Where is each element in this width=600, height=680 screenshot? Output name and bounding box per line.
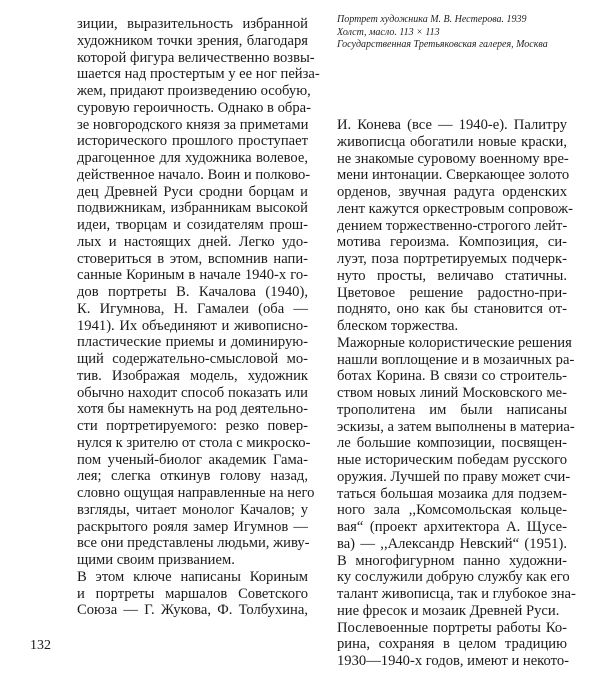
text-line: дец Древней Руси сродни борцам и — [77, 183, 308, 200]
text-line: И. Конева (все — 1940-е). Палитру — [337, 117, 567, 133]
text-line: словно ощущая направленные на него — [77, 485, 315, 501]
text-line: 1930—1940-х годов, имеют и некото- — [337, 653, 569, 669]
text-line: действенное начало. Воин и полково- — [77, 166, 311, 183]
text-line: мотива героизма. Композиция, си- — [337, 234, 567, 251]
text-line: щий содержательно-смысловой мо- — [77, 351, 308, 367]
text-line: нашли воплощение и в мозаичных ра- — [337, 351, 575, 368]
text-line: суровую героичность. Однако в обра- — [77, 99, 311, 116]
text-line: Послевоенные портреты работы Ко- — [337, 619, 567, 636]
caption-medium: Холст, масло. 113 × 113 — [337, 26, 440, 38]
text-line: ботах Корина. В связи со строитель- — [337, 368, 567, 385]
text-line: К. Игумнова, Н. Гамалеи (оба — — [77, 300, 308, 317]
text-line: щими своим призванием. — [77, 552, 235, 568]
text-line: эскизы, а затем выполнены в материа- — [337, 418, 575, 435]
text-line: хотя бы намекнуть на род деятельно- — [77, 401, 308, 418]
text-line: луэт, поза портретируемых подчерк- — [337, 251, 567, 267]
text-line: которой фигура величественно возвы- — [77, 49, 315, 66]
text-line: Цветовое решение радостно-при- — [337, 284, 567, 301]
text-line: дением торжественно-строгого лейт- — [337, 217, 568, 234]
text-line: ного зала ,,Комсомольская кольце- — [337, 502, 567, 519]
text-line: подвижникам, избранникам высокой — [77, 200, 308, 217]
text-line: ством новых линий Московского ме- — [337, 385, 567, 401]
text-line: В многофигурном панно художни- — [337, 552, 567, 569]
text-line: сти портретируемого: резко повер- — [77, 418, 308, 434]
text-line: взгляды, читает монолог Качалов; у — [77, 501, 308, 518]
text-line: пом ученый-биолог академик Гама- — [77, 451, 308, 468]
text-line: зиции, выразительность избранной — [77, 16, 308, 32]
left-text-column — [77, 16, 320, 619]
text-line: художником точки зрения, благодаря — [77, 32, 308, 49]
caption-title: Портрет художника М. В. Нестерова. 1939 — [337, 14, 527, 25]
text-line: блеском торжества. — [337, 318, 459, 334]
text-line: трополитена им были написаны — [337, 401, 567, 418]
text-line: В этом ключе написаны Кориным — [77, 568, 308, 585]
text-line: нулся к зрителю от стола с микроско- — [77, 434, 311, 451]
text-line: вая“ (проект архитектора А. Щусе- — [337, 519, 567, 535]
text-line: не знакомые суровому военному вре- — [337, 150, 569, 167]
text-line: драгоценное для художника волевое, — [77, 150, 308, 166]
text-line: обычно находит способ показать или — [77, 384, 308, 401]
text-line: санные Кориным в начале 1940-х го- — [77, 267, 308, 284]
text-line: раскрытого рояля замер Игумнов — — [77, 518, 308, 535]
text-line: поднято, оно как бы становится от- — [337, 301, 567, 318]
text-line: дов портреты В. Качалова (1940), — [77, 284, 308, 300]
text-line: лент кажутся оркестровым сопровож- — [337, 200, 573, 217]
text-line: мени интонации. Сверкающее золото — [337, 167, 570, 184]
text-line: все они представлены людьми, живу- — [77, 535, 310, 552]
text-line: стовериться в этом, вспомнив напи- — [77, 250, 308, 267]
text-line: ние фресок и мозаик Древней Руси. — [337, 602, 560, 619]
text-line: талант живописца, так и глубокое зна- — [337, 586, 576, 602]
page-number: 132 — [30, 638, 51, 653]
text-line: исторического прошлого проступает — [77, 133, 308, 150]
text-line: таться большая мозаика для подзем- — [337, 485, 567, 502]
text-line: ку сослужили добрую службу как его — [337, 569, 570, 586]
text-line: зе новгородского князя за приметами — [77, 116, 309, 133]
text-line: и портреты маршалов Советского — [77, 585, 308, 602]
illustration-caption — [337, 14, 577, 52]
text-line: орденов, звучная радуга орденских — [337, 184, 567, 200]
text-line: Союза — Г. Жукова, Ф. Толбухина, — [77, 602, 308, 619]
text-line: живописца обогатили новые краски, — [337, 133, 567, 150]
text-line: шается над простертым у ее ног пейза- — [77, 66, 320, 83]
right-text-column — [337, 117, 576, 670]
text-line: лых и настоящих дней. Легко удо- — [77, 233, 308, 250]
caption-collection: Государственная Третьяковская галерея, Москва — [337, 39, 548, 50]
text-line: тив. Изображая модель, художник — [77, 367, 308, 384]
text-line: Мажорные колористические решения — [337, 334, 572, 351]
text-line: ные историческим победам русского — [337, 452, 567, 468]
text-line: 1941). Их объединяют и живописно- — [77, 317, 308, 334]
text-line: ва) — ,,Александр Невский“ (1951). — [337, 535, 567, 552]
text-line: идеи, творцам и созидателям прош- — [77, 217, 308, 233]
text-line: пластические приемы и доминирую- — [77, 334, 308, 351]
text-line: оружия. Лучшей по праву может счи- — [337, 468, 571, 485]
text-line: рина, сохраняя в целом традицию — [337, 636, 567, 653]
text-line: ле большие композиции, посвящен- — [337, 435, 567, 452]
text-line: лея; слегка откинув голову назад, — [77, 468, 308, 485]
text-line: нуто просты, величаво статичны. — [337, 267, 567, 284]
text-line: жем, придают произведению особую, — [77, 83, 311, 99]
